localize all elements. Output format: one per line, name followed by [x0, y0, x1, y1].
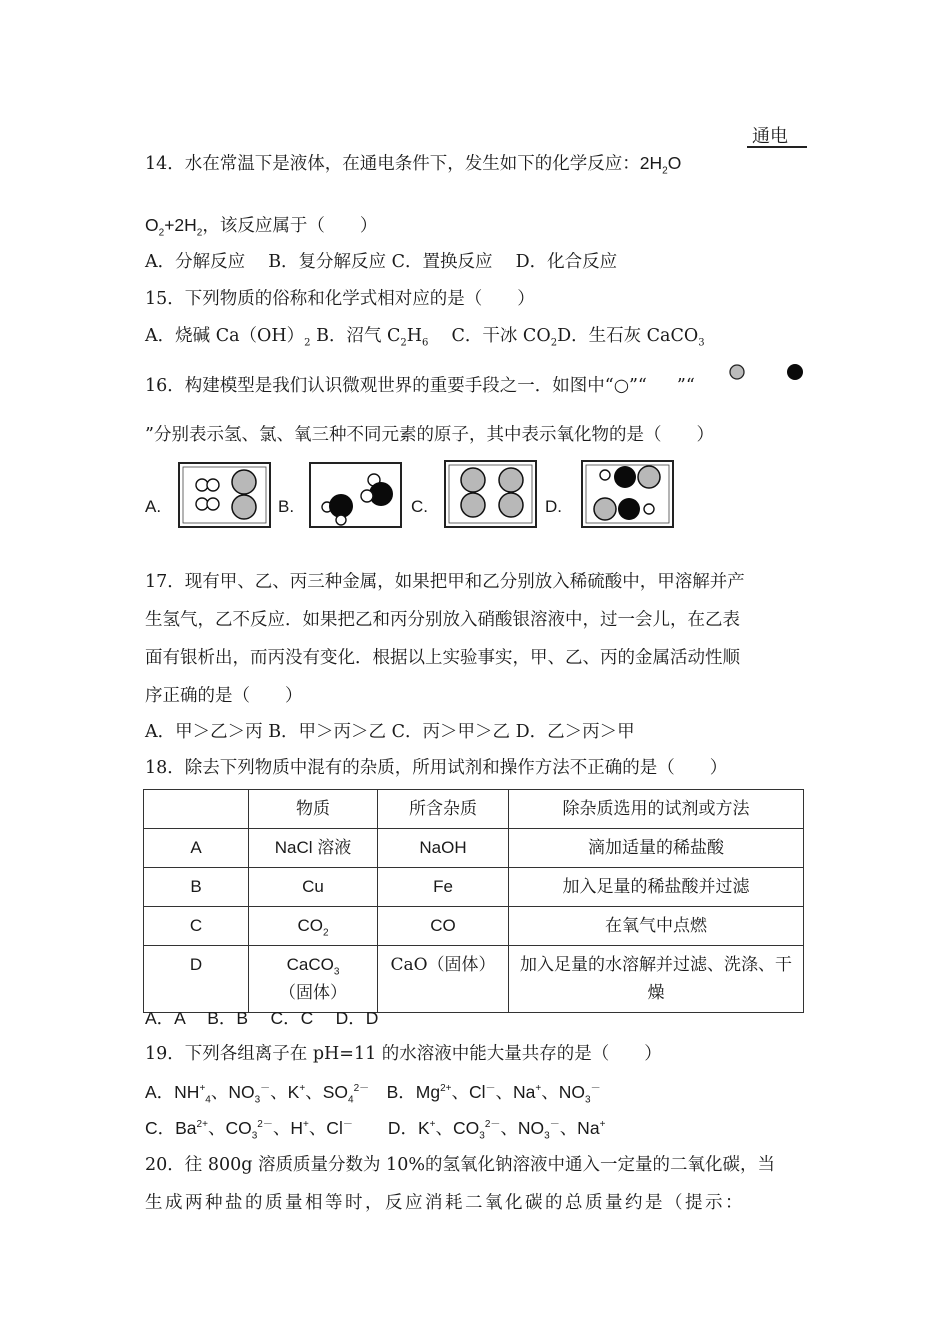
q17-line-4: 序正确的是（ ） — [145, 686, 303, 706]
table-header-row — [144, 790, 804, 829]
table-row — [144, 946, 804, 1013]
q18-stem: 18．除去下列物质中混有的杂质，所用试剂和操作方法不正确的是（ ） — [145, 758, 728, 778]
table-cell: CaO（固体） — [378, 946, 509, 1013]
table-header-cell: 所含杂质 — [378, 790, 509, 829]
table-cell: NaCl 溶液 — [249, 829, 378, 868]
q14-stem-cont: $O_2+2H_2$，该反应属于（ ） — [145, 215, 378, 239]
q17-line-1: 17．现有甲、乙、丙三种金属，如果把甲和乙分别放入稀硫酸中，甲溶解并产 — [145, 572, 745, 592]
q16-label-a: A. — [145, 497, 162, 516]
q14-formula: $2H_2O$ — [639, 153, 682, 177]
table-cell: A — [144, 829, 249, 868]
q14-options: A．分解反应 B．复分解反应 C．置换反应 D．化合反应 — [145, 252, 618, 272]
q17-line-3: 面有银析出，而丙没有变化．根据以上实验事实，甲、乙、丙的金属活动性顺 — [145, 648, 740, 668]
q16-model-c — [444, 460, 537, 528]
q19-options-cd: C．$Ba^{2+}$、$CO_3^{2-}$、H+、Cl－ D．K+、$CO_3^{2-}$、$NO_3^-$、Na+ — [145, 1118, 606, 1142]
q20-line-2: 生成两种盐的质量相等时，反应消耗二氧化碳的总质量约是（提示： — [145, 1193, 745, 1213]
table-cell: 滴加适量的稀盐酸 — [509, 829, 804, 868]
table-cell: 在氧气中点燃 — [509, 907, 804, 946]
q16-label-c: C. — [411, 497, 428, 516]
table-cell: CaCO$_3$（固体） — [249, 946, 378, 1013]
table-cell: Fe — [378, 868, 509, 907]
q17-line-2: 生氢气，乙不反应．如果把乙和丙分别放入硝酸银溶液中，过一会儿，在乙表 — [145, 610, 740, 630]
q16-model-d — [581, 460, 674, 528]
table-cell: $CO_2$ — [249, 907, 378, 946]
table-row — [144, 868, 804, 907]
q16-stem-cont: ”分别表示氢、氯、氧三种不同元素的原子，其中表示氧化物的是（ ） — [145, 425, 714, 445]
table-header-cell — [144, 790, 249, 829]
table-row — [144, 907, 804, 946]
reaction-arrow-line — [747, 146, 807, 148]
q16-model-a — [178, 462, 271, 528]
table-cell: C — [144, 907, 249, 946]
table-header-cell: 除杂质选用的试剂或方法 — [509, 790, 804, 829]
grey-atom-icon — [728, 363, 746, 381]
q18-options: A．A B．B C．C D．D — [145, 1008, 379, 1028]
q20-line-1: 20．往 800g 溶质质量分数为 10%的氢氧化钠溶液中通入一定量的二氧化碳，当 — [145, 1155, 775, 1175]
q16-label-b: B. — [278, 497, 295, 516]
table-header-cell: 物质 — [249, 790, 378, 829]
table-cell: 加入足量的水溶解并过滤、洗涤、干燥 — [509, 946, 804, 1013]
q16-model-b — [309, 462, 402, 528]
table-cell: B — [144, 868, 249, 907]
q19-stem: 19．下列各组离子在 pH=11 的水溶液中能大量共存的是（ ） — [145, 1044, 662, 1064]
q14-stem: 14．水在常温下是液体，在通电条件下，发生如下的化学反应：$2H_2O$ — [145, 153, 682, 177]
table-cell: CO — [378, 907, 509, 946]
table-row — [144, 829, 804, 868]
table-cell: 加入足量的稀盐酸并过滤 — [509, 868, 804, 907]
black-atom-icon — [785, 362, 805, 382]
q17-options: A．甲＞乙＞丙 B．甲＞丙＞乙 C．丙＞甲＞乙 D．乙＞丙＞甲 — [145, 722, 635, 742]
q15-options: A．烧碱 $Ca(OH)_2$ B．沼气 $C_2H_6$ C．干冰 $CO_2D$．生石灰 CaCO$_3$ — [145, 326, 705, 349]
reaction-condition: 通电 — [752, 126, 788, 146]
q16-label-d: D. — [545, 497, 562, 516]
table-cell: Cu — [249, 868, 378, 907]
table-cell: D — [144, 946, 249, 1013]
q18-table — [143, 789, 804, 1013]
table-cell: NaOH — [378, 829, 509, 868]
q19-options-ab: A．$NH^+_4$、$NO_3^-$、K+、$SO_4^{2-}$ B．$Mg^{2+}$、Cl－、Na+、$NO_3^-$ — [145, 1082, 601, 1106]
q15-stem: 15．下列物质的俗称和化学式相对应的是（ ） — [145, 289, 535, 309]
q16-stem: 16．构建模型是我们认识微观世界的重要手段之一．如图中“○”“ ”“ — [145, 376, 695, 396]
